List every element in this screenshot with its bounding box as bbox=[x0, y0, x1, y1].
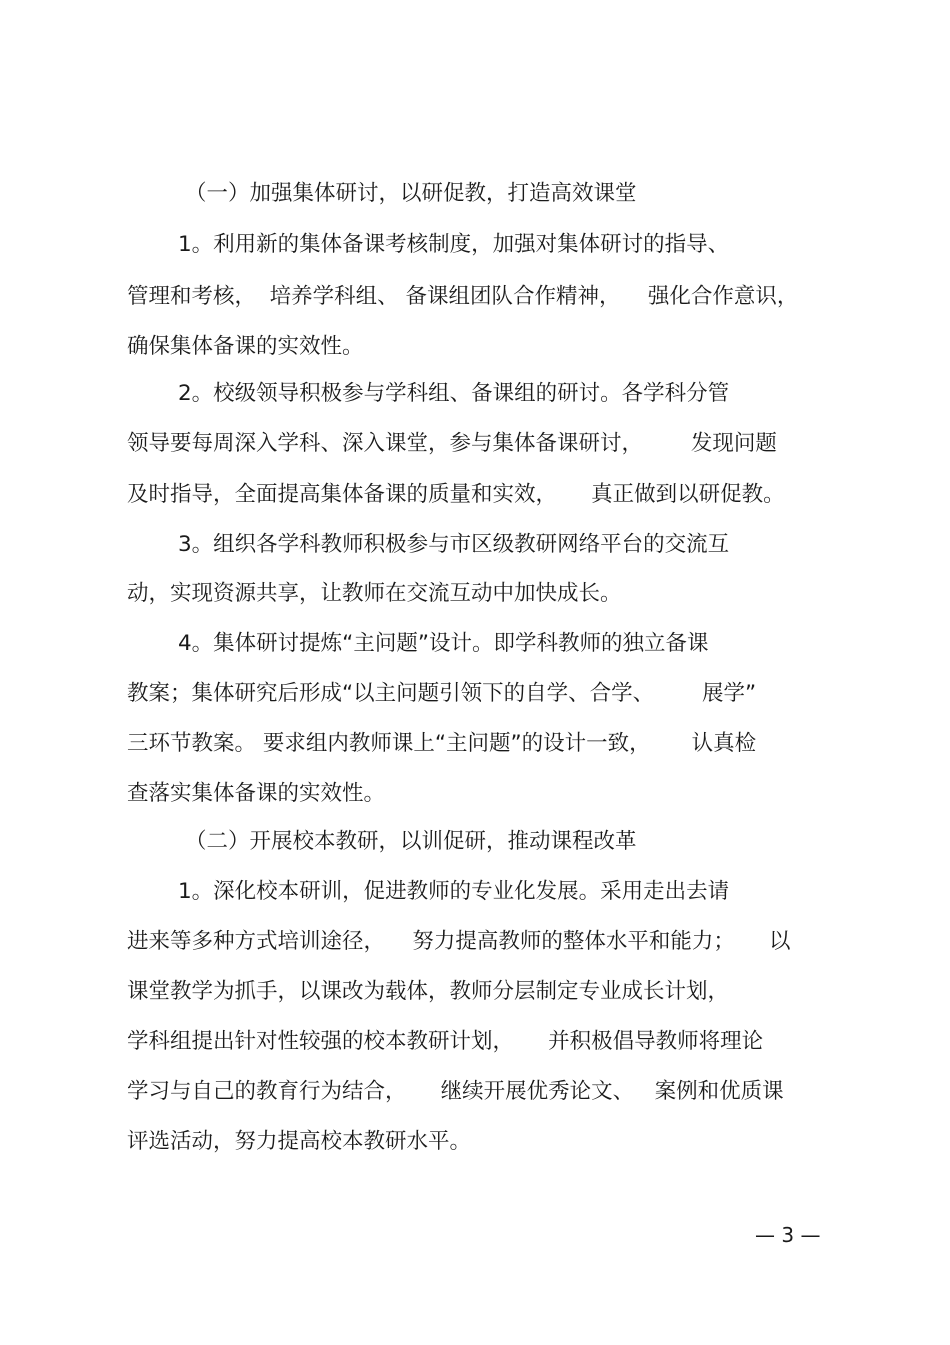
paragraph-2-line-2: 领导要每周深入学科、深入课堂，参与集体备课研讨， 发现问题 bbox=[127, 431, 777, 456]
paragraph-5-line-4: 学科组提出针对性较强的校本教研计划， 并积极倡导教师将理论 bbox=[127, 1029, 764, 1054]
paragraph-4-line-1: 4。集体研讨提炼“主问题”设计。即学科教师的独立备课 bbox=[178, 631, 709, 656]
paragraph-2-line-3: 及时指导，全面提高集体备课的质量和实效， 真正做到以研促教。 bbox=[127, 482, 785, 507]
paragraph-4-line-3: 三环节教案。 要求组内教师课上“主问题”的设计一致， 认真检 bbox=[127, 731, 757, 756]
paragraph-5-line-2: 进来等多种方式培训途径， 努力提高教师的整体水平和能力； 以 bbox=[127, 929, 791, 954]
paragraph-1-line-1: 1。利用新的集体备课考核制度，加强对集体研讨的指导、 bbox=[178, 232, 730, 257]
paragraph-4-line-2: 教案；集体研究后形成“以主问题引领下的自学、合学、 展学” bbox=[127, 681, 757, 706]
paragraph-5-line-3: 课堂教学为抓手，以课改为载体，教师分层制定专业成长计划， bbox=[127, 979, 730, 1004]
section-heading-2: （二）开展校本教研，以训促研，推动课程改革 bbox=[185, 829, 637, 854]
paragraph-5-line-6: 评选活动，努力提高校本教研水平。 bbox=[127, 1129, 472, 1154]
paragraph-5-line-5: 学习与自己的教育行为结合， 继续开展优秀论文、 案例和优质课 bbox=[127, 1079, 784, 1104]
paragraph-4-line-4: 查落实集体备课的实效性。 bbox=[127, 781, 386, 806]
paragraph-1-line-3: 确保集体备课的实效性。 bbox=[127, 334, 364, 359]
section-heading-1: （一）加强集体研讨，以研促教，打造高效课堂 bbox=[185, 181, 637, 206]
paragraph-5-line-1: 1。深化校本研训，促进教师的专业化发展。采用走出去请 bbox=[178, 879, 730, 904]
paragraph-3-line-1: 3。组织各学科教师积极参与市区级教研网络平台的交流互 bbox=[178, 532, 730, 557]
page-number: — 3 — bbox=[755, 1223, 821, 1247]
paragraph-1-line-2: 管理和考核， 培养学科组、 备课组团队合作精神， 强化合作意识， bbox=[127, 284, 799, 309]
paragraph-2-line-1: 2。校级领导积极参与学科组、备课组的研讨。各学科分管 bbox=[178, 381, 730, 406]
paragraph-3-line-2: 动，实现资源共享，让教师在交流互动中加快成长。 bbox=[127, 581, 622, 606]
